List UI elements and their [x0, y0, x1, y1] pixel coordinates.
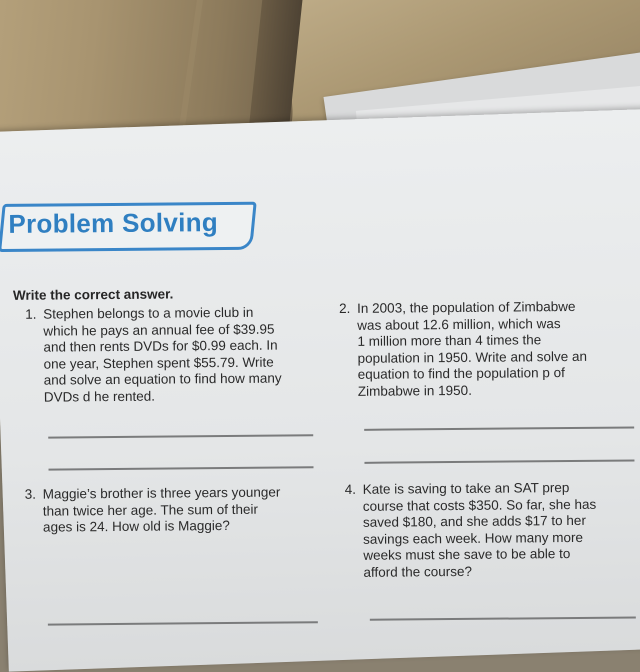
problem-text-line: afford the course?: [363, 563, 473, 580]
problem-4: [345, 480, 597, 581]
problem-text-line: Maggie’s brother is three years younger: [42, 484, 281, 502]
problem-text-line: 1 million more than 4 times the: [357, 332, 542, 349]
answer-line-4: [370, 616, 636, 620]
problem-text-line: one year, Stephen spent $55.79. Write: [43, 354, 274, 372]
problem-text-line: saved $180, and she adds $17 to her: [362, 512, 586, 530]
problem-text-line: which he pays an annual fee of $39.95: [43, 321, 275, 339]
problem-text-line: Kate is saving to take an SAT prep: [362, 480, 570, 497]
problem-text-line: DVDs d he rented.: [43, 388, 156, 405]
problem-text-line: population in 1950. Write and solve an: [357, 348, 588, 366]
problem-3: [25, 485, 281, 537]
problem-text-line: Zimbabwe in 1950.: [357, 382, 472, 399]
problem-text-line: ages is 24. How old is Maggie?: [42, 517, 230, 535]
problem-text-line: course that costs $350. So far, she has: [362, 496, 597, 514]
answer-line-3: [48, 621, 318, 625]
problem-2: [339, 299, 587, 400]
problem-text-line: than twice her age. The sum of their: [42, 501, 259, 519]
problem-text-line: and solve an equation to find how many: [43, 370, 282, 388]
problem-text-line: savings each week. How many more: [363, 529, 584, 547]
page-title: Problem Solving: [8, 207, 219, 239]
problem-text-line: Stephen belongs to a movie club in: [43, 304, 254, 322]
problem-text-line: was about 12.6 million, which was: [357, 315, 561, 333]
problem-1: [25, 305, 282, 406]
instruction-text: Write the correct answer.: [12, 286, 174, 303]
answer-line-2a: [364, 426, 634, 430]
problem-text-line: equation to find the population p of: [357, 365, 565, 382]
problem-text-line: and then rents DVDs for $0.99 each. In: [43, 337, 278, 355]
answer-line-2b: [364, 459, 634, 463]
problem-number: 4.: [344, 481, 357, 497]
answer-line-1b: [49, 466, 314, 470]
problem-text-line: weeks must she save to be able to: [363, 546, 571, 563]
problem-number: 3.: [24, 486, 37, 502]
problem-text-line: In 2003, the population of Zimbabwe: [357, 298, 576, 316]
answer-line-1a: [48, 434, 313, 438]
problem-number: 2.: [339, 300, 351, 317]
problem-number: 1.: [25, 306, 37, 322]
